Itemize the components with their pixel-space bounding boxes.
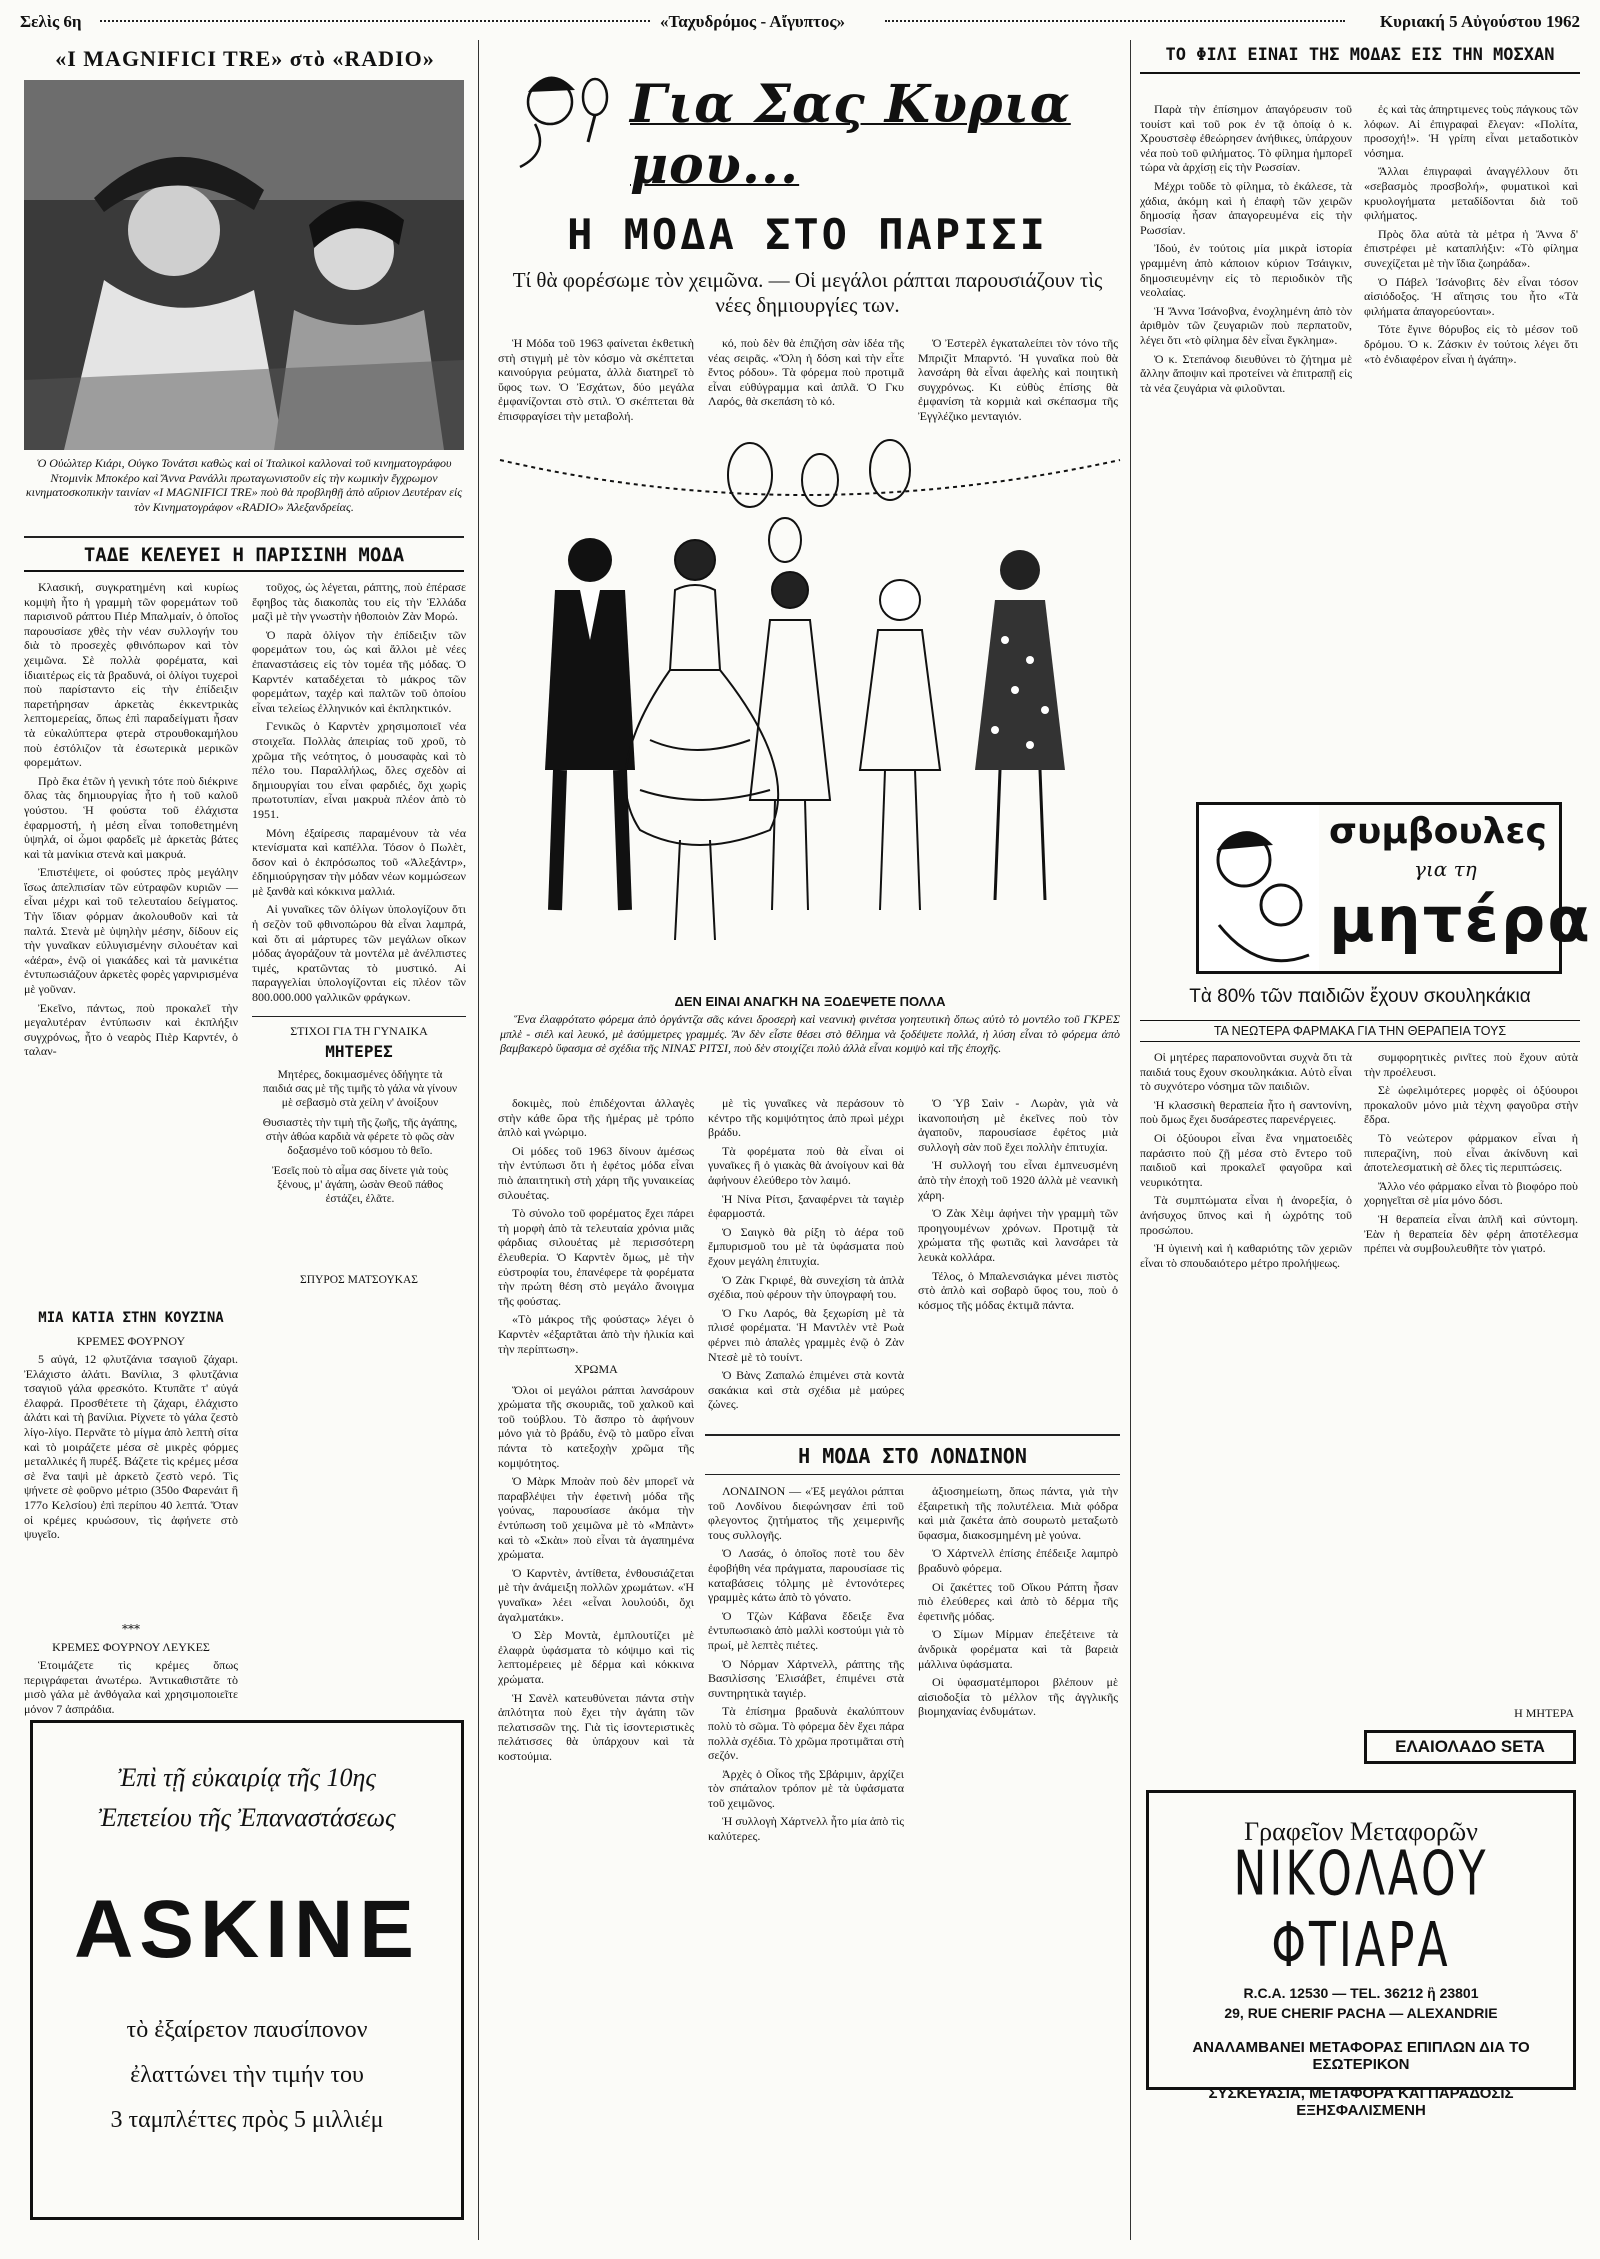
paragraph: Ὁ Τζὼν Κάβανα ἔδειξε ἕνα ἐντυπωσιακὸ ἀπὸ μαλλὶ κοστούμι γιὰ τὸ πρωί, μὲ λεπτὲς πιέτες. bbox=[708, 1608, 904, 1652]
main-headline: Η ΜΟΔΑ ΣΤΟ ΠΑΡΙΣΙ bbox=[567, 210, 1048, 259]
advice-title: συμβουλες bbox=[1329, 811, 1547, 852]
paragraph: Ὁ Καρντὲν, ἀντίθετα, ἐνθουσιάζεται μὲ τὴν ἀνάμειξη πολλῶν χρωμάτων. «Ἡ γυναῖκα» λέει «εἶναι λουλούδι, ὄχι ἀγαλματάκι». bbox=[498, 1565, 694, 1624]
paragraph: Ὁ Ἐστερὲλ ἐγκαταλείπει τὸν τόνο τῆς Μπριζὶτ Μπαρντό. Ἡ γυναῖκα ποὺ θὰ λανσάρη θὰ εἶναι ἀφελὴς καὶ ποιητικὴ συγχρόνως. Κι εὐθὺς ἐπίσης θὰ ἐμφανίση τὰ κορμιὰ καὶ σκέπασμα τῆς Ἐγγλέζικο μενταγιόν. bbox=[918, 336, 1118, 423]
paragraph: Ὁ Ὑβ Σαὶν - Λωρὰν, γιὰ νὰ ἱκανοποιήση μὲ ἐκεῖνες ποὺ τὸν ἀγαποῦν, παρουσίασε ἐφέτος μιὰ συλλογὴ σὰν ποῦ ἔχει πολλὴν ἐπιτυχία. bbox=[918, 1096, 1118, 1154]
paragraph: Ἡ συλλογὴ Χάρτνελλ ἦτο μία ἀπὸ τὶς καλύτερες. bbox=[708, 1814, 904, 1844]
worms-author: Η ΜΗΤΕΡΑ bbox=[1514, 1706, 1574, 1720]
advice-title-large: μητέρα bbox=[1329, 883, 1592, 956]
transport-service: ΣΥΣΚΕΥΑΣΙΑ, ΜΕΤΑΦΟΡΑ ΚΑΙ ΠΑΡΑΔΟΣΙΣ ΕΞΗΣΦΑΛΙΣΜΕΝΗ bbox=[1208, 2085, 1514, 2119]
intro-col3 bbox=[918, 336, 1118, 440]
poem-stanza: Θυσιαστὲς τὴν τιμὴ τῆς ζωῆς, τῆς ἀγάπης, στὴν ἀθώα καρδιὰ νὰ φέρετε τὸ φῶς σὰν δοξασμένο τοῦ κόσμου τὸ θεῖο. bbox=[262, 1117, 458, 1157]
paragraph: Πρὸ ἔκα ἐτῶν ἡ γενικὴ τότε ποὺ διέκρινε ὅλας τὰς δημιουργίας ἦτο ἡ τοῦ καλοῦ γούστου. Ἡ φούστα τοῦ ἐλάχιστα ἐφαρμοστή, ἡ μέση εἶναι τοποθετημένη ὑψηλά, οἱ ὦμοι φαρδεῖς μὲ ἀρκετὰς βάτες καὶ τὰ μανίκια στενὰ καὶ μακρυά. bbox=[24, 773, 238, 861]
banner-title: Για Σας Κυρια μου... bbox=[630, 74, 1071, 196]
advice-title-small: για τη bbox=[1414, 857, 1477, 881]
paragraph: Ἐπιστέψετε, οἱ φούστες πρὸς μεγάλην ἴσως ἀπελπισίαν τῶν εὐτραφῶν κυριῶν — εἶναι μέχρι καὶ τοῦ τελευταίου δείγματος. Τὴν ἴδιαν φόρμαν ἀκολουθοῦν καὶ τὰ παλτά. Στενὰ μὲ ὑψηλὴν μέσην, δίδουν εἰς τὴν γυναῖκαν εὐλυγισμένην σιλουέταν καὶ «ἀέρα», ἐνῷ οἱ γιακάδες καὶ τὰ μανικέτια ἐντυπωσιάζουν ἀρκετὲς φορὲς γαρνιρισμένα μὲ γοῦναν. bbox=[24, 865, 238, 997]
page-header bbox=[20, 8, 1580, 36]
article-col1 bbox=[498, 1096, 694, 2236]
kiss-col1 bbox=[1140, 102, 1352, 712]
transport-contact: R.C.A. 12530 — TEL. 36212 ἢ 23801 bbox=[1243, 1985, 1479, 2001]
paragraph: Κλασική, συγκρατημένη καὶ κυρίως κομψὴ ἦτο ἡ γραμμὴ τῶν φορεμάτων τοῦ παρισινοῦ ράπτου Πιέρ Μπαλμαίν, ὁ ὁποῖος παρουσίασε χθὲς τὴν νέαν συλλογήν του διὰ τὸ προσεχὲς φθινόπωρον καὶ τὸν χειμῶνα. Σὲ πολλὰ φορέματα, καὶ ἰδιαιτέρως εἰς τὰ βραδυνά, οἱ ὀλίγοι τυχεροὶ ποὺ παρίσταντο εἰς τὴν ἐπίδειξιν παρετήρησαν ἀρκετὰς ἐκκεντρικὰς λεπτομερείας, ὅπως ἐπὶ παραδείγματι ἦσαν τὰ εὐκαλύπτερα φτερὰ στρουθοκαμήλου ποὺ ἐστόλιζον τὰ ἐσωτερικὰ μερικῶν φορεμάτων. bbox=[24, 580, 238, 770]
paragraph: Τέλος, ὁ Μπαλενσιάγκα μένει πιστὸς στὸ ἁπλὸ καὶ σοβαρὸ ὕφος του, ποὺ ὁ κόσμος τῆς μόδας ἐκτιμᾶ πάντα. bbox=[918, 1268, 1118, 1312]
paragraph: Ἡ Μόδα τοῦ 1963 φαίνεται ἐκθετικὴ στὴ στιγμὴ μὲ τὸν κόσμο νὰ σκέπτεται καινούργια ρεύματα, ἀλλὰ διατηρεῖ τὸ ὕφος των. Ὁ Ἐσχάτων, δύο μεγάλα ἐμφανίζονται στὸ στιλ. Ὁ σκέπτεται θὰ ἐπισφραγίσει τὴν μεταβολή. bbox=[498, 336, 694, 423]
subheading-color: ΧΡΩΜΑ bbox=[574, 1362, 618, 1377]
intro-col1 bbox=[498, 336, 694, 440]
paragraph: δοκιμὲς, ποὺ ἐπιδέχονται ἀλλαγὲς στὴν κάθε ὥρα τῆς ἡμέρας μὲ τρόπο ἁπλὸ καὶ γνώριμο. bbox=[498, 1096, 694, 1140]
article-col3 bbox=[918, 1096, 1118, 1426]
paragraph: μὲ τὶς γυναῖκες νὰ περάσουν τὸ κέντρο τῆς κομψότητος ἀπὸ πρωὶ μέχρι βράδυ. bbox=[708, 1096, 904, 1140]
paragraph: Οἱ μητέρες παραπονοῦνται συχνὰ ὅτι τὰ παιδιά τους ἔχουν σκουληκάκια. Αὐτὸ εἶναι τὸ συχνότερο νόσημα τῶν παιδιῶν. bbox=[1140, 1050, 1352, 1094]
page-number: Σελὶς 6η bbox=[20, 12, 82, 31]
paragraph: Ὁ παρὰ ὀλίγον τὴν ἐπίδειξιν τῶν φορεμάτων του, ὡς καὶ ἄλλοι μὲ νέες ἐπαναστάσεις εἰς τὸν τομέα τῆς μόδας. Ὁ Καρντέν καταδέχεται τὸ μάκρος τῶν φορεμάτων, ταχέρ καὶ παλτῶν τοῦ ὁποίου εἶναι τελείως ἐλληνικόν καὶ ἐκπληκτικόν. bbox=[252, 627, 466, 715]
fashion-article-col1 bbox=[24, 580, 238, 1300]
paragraph: Ἑτοιμάζετε τὶς κρέμες ὅπως περιγράφεται ἀνωτέρω. Ἀντικαθιστᾶτε τὸ μισὸ γάλα μὲ ἀνθόγαλα καὶ χρησιμοποιεῖτε μόνον 7 ἀσπράδια. bbox=[24, 1658, 238, 1716]
recipe1-title: ΚΡΕΜΕΣ ΦΟΥΡΝΟΥ bbox=[76, 1334, 186, 1348]
paragraph: Οἱ μόδες τοῦ 1963 δίνουν ἀμέσως τὴν ἐντύπωσι ὅτι ἡ ἐφέτος μόδα εἶναι πιὸ ἀπαιτητικὴ στὴ χάρη τῆς γυναικείας σιλουέτας. bbox=[498, 1143, 694, 1202]
paragraph: Ὁ Νόρμαν Χάρτνελλ, ράπτης τῆς Βασιλίσσης Ἐλισάβετ, ἐπιμένει στὰ συντηρητικὰ ταγιέρ. bbox=[708, 1656, 904, 1700]
paragraph: Τὸ σύνολο τοῦ φορέματος ἔχει πάρει τὴ μορφὴ ἀπὸ τὰ τελευταία χρόνια μιᾶς φάρδιας σιλουέτας μὲ περισσότερη ἐλευθερία. Ὁ Καρντὲν ὅμως, μὲ τὴν εὐστροφία του, ἐπανέφερε τὰ φορέματα τὴν πρώτη θέση στὸ μεγάλο ἄνοιγμα τῆς φούστας. bbox=[498, 1206, 694, 1308]
transport-advertisement bbox=[1146, 1790, 1576, 2119]
section-divider bbox=[705, 1434, 1120, 1436]
paragraph: Οἱ ὑφασματέμποροι βλέπουν μὲ αἰσιοδοξία τὸ μέλλον τῆς ἀγγλικῆς βιομηχανίας ἐνδυμάτων. bbox=[918, 1675, 1118, 1719]
paragraph: Ὁ Χάρτνελλ ἐπίσης ἐπέδειξε λαμπρὸ βραδυνὸ φόρεμα. bbox=[918, 1546, 1118, 1575]
poem-author: ΣΠΥΡΟΣ ΜΑΤΣΟΥΚΑΣ bbox=[300, 1274, 418, 1286]
banner bbox=[500, 62, 1120, 196]
paragraph: Πρὸς ὅλα αὐτὰ τὰ μέτρα ἡ Ἄννα δ' ἐπιστρέφει μὲ καταπλήξιν: «Τὸ φίλημα συνεχίζεται μὲ τὴν ἴδια ζωηράδα». bbox=[1364, 226, 1578, 270]
fashion-article-col2 bbox=[252, 580, 466, 1010]
recipe1-text bbox=[24, 1352, 238, 1612]
paragraph: Οἱ ὀξύουροι εἶναι ἕνα νηματοειδὲς παράσιτο ποὺ ζῇ μέσα στὸ ἔντερο τοῦ παιδιοῦ καὶ προκαλεῖ φαγοῦρα καὶ νευρικότητα. bbox=[1140, 1130, 1352, 1189]
paragraph: Ὁ Γκυ Λαρός, θὰ ξεχωρίση μὲ τὰ πλισέ φορέματα. Ἡ Μαντλὲν ντὲ Ρωὰ φέρνει πιὸ ἀπαλὲς γραμμὲς ἐνῷ ὁ Ζὰν Ντεσὲ μὲ τὸ τουίντ. bbox=[708, 1305, 904, 1364]
paragraph: Τὰ ἐπίσημα βραδυνὰ ἐκαλύπτουν πολὺ τὸ σῶμα. Τὸ φόρεμα δὲν ἔχει πάρα πολλὰ σχέδια. Τὸ χρῶμα προτιμᾶται στὴ σεζόν. bbox=[708, 1704, 904, 1763]
worms-subheadline: ΤΑ ΝΕΩΤΕΡΑ ΦΑΡΜΑΚΑ ΓΙΑ ΤΗΝ ΘΕΡΑΠΕΙΑ ΤΟΥΣ bbox=[1140, 1020, 1580, 1042]
poem-stanza: Μητέρες, δοκιμασμένες ὁδήγητε τὰ παιδιά σας μὲ τῆς τιμῆς τὸ γάλα νὰ γίνουν μὲ σεβασμὸ στὰ χείλη ν' ἀνοίξουν bbox=[262, 1069, 458, 1109]
paragraph: Παρὰ τὴν ἐπίσημον ἀπαγόρευσιν τοῦ τουίστ καὶ τοῦ ροκ ἐν τᾷ ὁποίᾳ ὁ κ. Χρουστσὲφ ἐθεώρησεν ἀνήθικες, ὑπάρχουν νέα ποὺ τοῦ φιλήματος. Τὸ φίλημα ἠμπορεῖ τώρα νὰ ἀρχίσῃ εἰς τὴν Ρωσσίαν. bbox=[1140, 102, 1352, 175]
paragraph: τοῦχος, ὡς λέγεται, ράπτης, ποὺ ἐπέρασε ἔφηβος τὰς διακοπὰς του εἰς τὴν Ἑλλάδα μαζὶ μὲ τὴν γνωστὴν ἡθοποιὸν Ζὰν Μορώ. bbox=[252, 580, 466, 624]
paragraph: Τότε ἔγινε θόρυβος εἰς τὸ μέσον τοῦ δρόμου. Ὁ κ. Ζάσκιν ἐν τούτοις λέγει ὅτι «τὸ ἐνδιαφέρον εἶναι ἡ ἀγάπη». bbox=[1364, 322, 1578, 366]
ad-line: τὸ ἐξαίρετον παυσίπονον bbox=[126, 2017, 368, 2043]
paragraph: «Τὸ μάκρος τῆς φούστας» λέγει ὁ Καρντὲν «ἐξαρτᾶται ἀπὸ τὴν ἡλικία καὶ τὴν περίπτωση». bbox=[498, 1312, 694, 1356]
poem-stanza: Ἐσεῖς ποὺ τὸ αἷμα σας δίνετε γιὰ τοὺς ξένους, μ' ἀγάπη, ὡσὰν Θεοῦ πάθος ἐστάζει, ἐλᾶτε. bbox=[272, 1165, 448, 1205]
paragraph: Ὁ Λασάς, ὁ ὁποῖος ποτὲ του δὲν ἐφοβήθη νέα πράγματα, παρουσίασε τὶς καταβάσεις τόλμης μὲ ἐντονότερες γραμμὲς κάτω ἀπὸ τὸ γόνατο. bbox=[708, 1546, 904, 1605]
ad-line: Ἐπὶ τῇ εὐκαιρίᾳ τῆς 10ης bbox=[118, 1763, 376, 1792]
poem-title: ΜΗΤΕΡΕΣ bbox=[325, 1042, 393, 1061]
section-divider bbox=[252, 1016, 466, 1017]
paragraph: Ὁ Ζὰκ Χὲιμ ἀφήνει τὴν γραμμὴ τῶν προηγουμένων χρόνων. Προτιμᾷ τὰ χρώματα τῆς φωτιᾶς καὶ λανσάρει τὰ λευκὰ κολλάρα. bbox=[918, 1206, 1118, 1264]
paragraph: Ἡ κλασσικὴ θεραπεία ἦτο ἡ σαντονίνη, ποὺ ὅμως ἔχει δυσάρεστες παρενέργειες. bbox=[1140, 1097, 1352, 1127]
fashion-headline: ΤΑΔΕ ΚΕΛΕΥΕΙ Η ΠΑΡΙΣΙΝΗ ΜΟΔΑ bbox=[24, 544, 464, 572]
article-col2 bbox=[708, 1096, 904, 1426]
paragraph: Ἄλλο νέο φάρμακο εἶναι τὸ βιοφόρο ποὺ χορηγεῖται σὲ μία μόνο δόσι. bbox=[1364, 1178, 1578, 1208]
mother-child-icon bbox=[1199, 805, 1319, 971]
worms-col2 bbox=[1364, 1050, 1578, 1700]
movie-still-image bbox=[24, 80, 464, 450]
ad-line: 3 ταμπλέττες πρὸς 5 μιλλιέμ bbox=[110, 2107, 384, 2133]
issue-date: Κυριακή 5 Αὐγούστου 1962 bbox=[1379, 12, 1580, 31]
worms-col1 bbox=[1140, 1050, 1352, 1750]
recipe2-text bbox=[24, 1658, 238, 1716]
recipe2-title: ΚΡΕΜΕΣ ΦΟΥΡΝΟΥ ΛΕΥΚΕΣ bbox=[52, 1640, 210, 1654]
paragraph: Οἱ ζακέττες τοῦ Οἴκου Ράπτη ἦσαν πιὸ ἐλεύθερες καὶ ἀπὸ τὸ δέρμα τῆς ἐφετινῆς μόδας. bbox=[918, 1579, 1118, 1623]
paragraph: Ἰδού, ἐν τούτοις μία μικρὰ ἱστορία γραμμένη ἀπὸ κάποιον κύριον Τσάιγκιν, δημοσιευμένην εἰς τὸ περιοδικὸν τῆς νεολαίας. bbox=[1140, 241, 1352, 300]
transport-office: Γραφεῖον Μεταφορῶν bbox=[1244, 1817, 1478, 1846]
paragraph: Τὸ νεώτερον φάρμακον εἶναι ἡ πιπεραζίνη, ποὺ εἶναι ἀκίνδυνη καὶ ἀποτελεσματικὴ σὲ ὅλες τὶς περιπτώσεις. bbox=[1364, 1130, 1578, 1175]
london-headline: Η ΜΟΔΑ ΣΤΟ ΛΟΝΔΙΝΟΝ bbox=[798, 1444, 1027, 1468]
paragraph: Ἡ συλλογή του εἶναι ἐμπνευσμένη ἀπὸ τὴν ἐποχὴ τοῦ 1920 ἀλλὰ μὲ νεανικὴ χάρη. bbox=[918, 1158, 1118, 1202]
paragraph: Ἡ Νίνα Ρίτσι, ξαναφέρνει τὰ ταγιὲρ ἐφαρμοστά. bbox=[708, 1191, 904, 1221]
intro-col2 bbox=[708, 336, 904, 440]
paragraph: Τὰ συμπτώματα εἶναι ἡ ἀνορεξία, ὁ ἀνήσυχος ὕπνος καὶ ἡ ὠχρότης τοῦ προσώπου. bbox=[1140, 1193, 1352, 1237]
paragraph: Ἡ θεραπεία εἶναι ἁπλῆ καὶ σύντομη. Ἐὰν ἡ θεραπεία δὲν φέρη ἀποτέλεσμα πρέπει νὰ συμβουλευθῆτε τὸν γιατρό. bbox=[1364, 1211, 1578, 1256]
paragraph: Ἡ ὑγιεινὴ καὶ ἡ καθαριότης τῶν χεριῶν εἶναι τὸ σπουδαιότερο μέτρο προλήψεως. bbox=[1140, 1241, 1352, 1270]
paragraph: Ἀρχὲς ὁ Οἶκος τῆς Σβάριμιν, ἀρχίζει τὸν σπάταλον τρόπον μὲ τὰ ὑφάσματα τοῦ χειμῶνος. bbox=[708, 1766, 904, 1810]
paragraph: ἀξιοσημείωτη, ὅπως πάντα, γιὰ τὴν ἐξαιρετικὴ τῆς πολυτέλεια. Μιὰ φόδρα καὶ μιὰ ζακέτα ἀπὸ σουρωτὸ μεταξωτὸ ὕφασμα, διακοσμημένη μὲ γούνα. bbox=[918, 1484, 1118, 1542]
paragraph: Ὁ κ. Στεπάνοφ διευθύνει τὸ ζήτημα μὲ ἄλλην ἄποψιν καὶ προτείνει νὰ ἐπιτραπῇ εἰς τὰ νέα ζευγάρια νὰ φιλοῦνται. bbox=[1140, 351, 1352, 395]
paragraph: Σὲ ὠφελιμότερες μορφὲς οἱ ὀξύουροι προκαλοῦν μόνο μιὰ τὲχνη φαγοῦρα στὴν ἔδρα. bbox=[1364, 1083, 1578, 1127]
separator-stars: *** bbox=[122, 1622, 140, 1636]
paragraph: Ὁ Μὰρκ Μποὰν ποὺ δὲν μπορεῖ νὰ παραβλέψει τὴν ἐφετινὴ μόδα τῆς γούνας, παρουσίασε ἀκόμα τὴν ἐντύπωση τοῦ χειμῶνα μὲ τὸ «Μπὰντ» καὶ τὸ «Σκὰι» ποὺ εἶναι τὰ ἀγαπημένα χρώματα. bbox=[498, 1474, 694, 1562]
ad-line: ἐλαττώνει τὴν τιμήν του bbox=[130, 2062, 364, 2088]
paragraph: Ἕνα ἐλαφρότατο φόρεμα ἀπὸ ὀργάντζα σᾶς κάνει δροσερὴ καὶ νεανικὴ φινέτσα γοητευτικὴ ὅπως αὐτὸ τὸ μοντέλο τοῦ ΓΚΡΕΣ μπλὲ - σιέλ καὶ λευκό, μὲ ἀσύμμετρες γραμμές. Ἂν δὲν εἶστε θέσει στὸ θέλημα νὰ ξοδέψετε πολλά, ἡ λύση εἶναι τὸ φόρεμα ἀπὸ βαμβακερὸ ὕφασμα σὲ σχέδια τῆς ΝΙΝΑΣ ΡΙΤΣΙ, ποὺ δὲν στοιχίζει πολὺ ἀλλὰ εἶναι κομψὸ καὶ τῆς ἐποχῆς. bbox=[500, 1012, 1120, 1056]
column-rule bbox=[1130, 40, 1131, 2240]
transport-address: 29, RUE CHERIF PACHA — ALEXANDRIE bbox=[1224, 2005, 1498, 2021]
london-col2 bbox=[918, 1484, 1118, 2236]
transport-company-name: ΝΙΚΟΛΑΟΥ ΦΤΙΑΡΑ bbox=[1233, 1838, 1489, 1982]
paragraph: Ὁ Ζὰκ Γκριφέ, θὰ συνεχίση τὰ ἁπλὰ σχέδια, ποὺ φέρουν τὴν ὑπογραφή του. bbox=[708, 1272, 904, 1302]
paragraph: Ὁ Σὲρ Μοντὰ, ἐμπλουτίζει μὲ ἐλαφρὰ ὑφάσματα τὸ κόψιμο καὶ τὶς λεπτομέρειες μὲ δέρμα καὶ κόκκινα χρώματα. bbox=[498, 1628, 694, 1686]
newspaper-name: «Ταχυδρόμος - Αἴγυπτος» bbox=[660, 12, 846, 31]
paragraph: Ὁ Σαιγκὸ θὰ ρίξη τὸ ἀέρα τοῦ ἔμπυρισμοῦ του μὲ τὰ ὑφάσματα ποὺ ἔχουν μεγάλη ἐπιτυχία. bbox=[708, 1224, 904, 1268]
fashion-illustration bbox=[500, 440, 1120, 990]
paragraph: Γενικῶς ὁ Καρντὲν χρησιμοποιεῖ νέα στοιχεῖα. Πολλὰς ἀπειρίας τοῦ χροῦ, τὸ χρῶμα τῆς νεότητος, ὁ μουσαφὰς καὶ τὸ πέλο του. Παραλλήλως, ὅλες σχεδὸν αἱ δημιουργίαι του εἶναι φαρδιές, ὅχι χωρὶς πρωτοτυπίαν, εἶναι μακρυὰ πλέον ἀπὸ τὸ 1951. bbox=[252, 719, 466, 821]
paragraph: Ὁ Σίμων Μίρμαν ἐπεξέτεινε τὰ ἀνδρικὰ φορέματα καὶ τὰ βαρειὰ μάλλινα ὑφάσματα. bbox=[918, 1627, 1118, 1671]
london-col1 bbox=[708, 1484, 904, 2236]
mother-advice-box bbox=[1196, 802, 1592, 974]
paragraph: Ἐκεῖνο, πάντως, ποὺ προκαλεῖ τὴν μεγαλυτέραν ἐντύπωσιν καὶ ἐκπλήξιν συγχρόνως, ἦτο ὁ νεαρὸς Πιὲρ Καρντέν, ὁ ταλαν- bbox=[24, 1000, 238, 1059]
askine-advertisement bbox=[30, 1720, 464, 2220]
illustration-caption-title: ΔΕΝ ΕΙΝΑΙ ΑΝΑΓΚΗ ΝΑ ΞΟΔΕΨΕΤΕ ΠΟΛΛΑ bbox=[674, 994, 946, 1009]
paragraph: κό, ποὺ δὲν θὰ ἐπιζήση σὰν ἰδέα τῆς νέας σειρᾶς. «Ὅλη ἡ δόση καὶ τὴν εἶτε ἔντος ρόδου». Τὰ φόρεμα ποὺ προτιμᾶ εἶναι εὐθύγραμμα καὶ ἁπλᾶ. Ὁ Γκυ Λαρός, θὰ σκεπάση τὸ κό. bbox=[708, 336, 904, 409]
movie-photo bbox=[24, 80, 464, 450]
poem-body bbox=[262, 1068, 458, 1212]
column-rule bbox=[478, 40, 479, 2240]
paragraph: Αἱ γυναῖκες τῶν ὀλίγων ὑπολογίζουν ὅτι ἡ σεζὸν τοῦ φθινοπώρου θὰ εἶναι λαμπρά, καὶ ὅτι αἱ μάρτυρες τῶν μεγάλων οἴκων μόδας ἀγοράζουν τὰ μοντέλα μὲ ἀνέλπιστες τιμές, κρατῶντας τὸ μυστικό. Αἱ παραγγελίαι ὑπολογίζονται εἰς πλέον τῶν 800.000.000 γαλλικῶν φράγκων. bbox=[252, 902, 466, 1005]
ad-brand: ASKINE bbox=[74, 1884, 420, 1975]
transport-service: ΑΝΑΛΑΜΒΑΝΕΙ ΜΕΤΑΦΟΡΑΣ ΕΠΙΠΛΩΝ ΔΙΑ ΤΟ ΕΣΩΤΕΡΙΚΟΝ bbox=[1192, 2039, 1530, 2073]
paragraph: ἐς καὶ τὰς ἀπηρτιμενες τοὺς πάγκους τῶν λόφων. Αἱ ἐπιγραφαὶ ἔλεγαν: «Πολίτα, προσοχή!». Ἡ γρίπη εἶναι μεταδοτικὸν νόσημα. bbox=[1364, 102, 1578, 160]
section-divider bbox=[705, 1474, 1120, 1475]
paragraph: Ἡ Ἄννα Ἰσάνοβνα, ἐνοχλημένη ἀπὸ τὸν ἀριθμὸν τῶν ζευγαριῶν ποὺ περπατοῦν, λέγει ὅτι «τὸ φίλημα δὲν εἶναι ἔγκλημα». bbox=[1140, 303, 1352, 347]
paragraph: 5 αὐγά, 12 φλυτζάνια τσαγιοῦ ζάχαρι. Ἐλάχιστο ἁλάτι. Βανίλια, 3 φλυτζάνια τσαγιοῦ γάλα φρεσκότο. Κτυπᾶτε τ' αὐγά ἐλαφρά. Προσθέτετε τὴ ζάχαρι, ἐλάχιστο ἁλάτι καὶ τὴ βανίλια. Ρίχνετε τὸ γάλα ζεστὸ λίγο-λίγο. Περνᾶτε τὸ μίγμα ἀπὸ λεπτὴ σίτα καὶ τὸ μοιράζετε μέσα σὲ μικρὲς φόρμες μεταλλικές ἢ πυρέξ. Βάζετε τὶς κρέμες μέσα σὲ ἕνα ταψὶ μὲ ἀρκετὸ ζεστὸ νερό. Τὶς ψήνετε σὲ φοῦρνο μέτριο (350ο Φαρενάιτ ἢ 177ο Κελσίου) ἐπὶ περίπου 40 λεπτά. Ὅταν οἱ κρέμες κρυώσουν, τὶς ἀφήνετε στὸ ψυγεῖο. bbox=[24, 1352, 238, 1542]
header-divider bbox=[100, 20, 650, 22]
paragraph: Ὁ Βὰνς Ζαπαλώ ἐπιμένει στὰ κοντὰ σακάκια καὶ στὰ σχέδια μὲ μαύρες ζώνες. bbox=[708, 1368, 904, 1412]
kiss-headline: ΤΟ ΦΙΛΙ ΕΙΝΑΙ ΤΗΣ ΜΟΔΑΣ ΕΙΣ ΤΗΝ ΜΟΣΧΑΝ bbox=[1140, 44, 1580, 74]
cinema-headline: «I MAGNIFICI TRE» στὸ «RADIO» bbox=[55, 46, 435, 71]
ad-line: Ἐπετείου τῆς Ἐπαναστάσεως bbox=[98, 1803, 396, 1832]
paragraph: ΛΟΝΔΙΝΟΝ — «Ἐξ μεγάλοι ράπται τοῦ Λονδίνου διεφώνησαν ἐπὶ τοῦ φλεγοντος ζητήματος τῆς χειμερινῆς τους συλλογῆς. bbox=[708, 1484, 904, 1542]
paragraph: Ὅλοι οἱ μεγάλοι ράπται λανσάρουν χρώματα τῆς σκουριᾶς, τοῦ χαλκοῦ καὶ τοῦ τούβλου. Τὸ ἄσπρο τὸ ἀφήνουν μόνο γιὰ τὸ βράδυ, ἐνῷ τὸ μαῦρο εἶναι πάντα τὸ κατεξοχὴν χρῶμα τῆς κομψότητος. bbox=[498, 1382, 694, 1470]
kiss-col2 bbox=[1364, 102, 1578, 712]
fashion-sketch-image bbox=[500, 440, 1120, 990]
section-divider bbox=[24, 536, 464, 538]
paragraph: Τὰ φορέματα ποὺ θὰ εἶναι οἱ γυναῖκες ἢ ὁ γιακὰς θὰ ἀνοίγουν καὶ θὰ ἀφήνουν ἐλεύθερο τὸν λαιμό. bbox=[708, 1143, 904, 1187]
main-subtitle: Τί θὰ φορέσωμε τὸν χειμῶνα. — Οἱ μεγάλοι ράπται παρουσιάζουν τὶς νέες δημιουργίες των. bbox=[512, 268, 1103, 317]
paragraph: Ἄλλαι ἐπιγραφαὶ ἀναγγέλλουν ὅτι «σεβασμὸς προσβολή», φυματικοὶ καὶ κρυολογήματα μεταδίδονται διὰ τοῦ φιλήματος. bbox=[1364, 164, 1578, 223]
woman-with-mirror-icon bbox=[500, 62, 620, 172]
poem-section-title: ΣΤΙΧΟΙ ΓΙΑ ΤΗ ΓΥΝΑΙΚΑ bbox=[290, 1024, 428, 1038]
paragraph: Μέχρι τοῦδε τὸ φίλημα, τὸ ἐκάλεσε, τὰ χάδια, ἀκόμη καὶ ἡ ἐπαφὴ τῶν χειρῶν δημοσίᾳ ἦσαν ἀπαγορευμένα εἰς τὴν Ρωσσίαν. bbox=[1140, 178, 1352, 237]
paragraph: συμφορητικὲς ρινῖτες ποὺ ἔχουν αὐτὰ τὴν προέλευσι. bbox=[1364, 1050, 1578, 1079]
movie-photo-caption: Ὁ Οὐώλτερ Κιάρι, Οὐγκο Τονάτσι καθὼς καὶ οἱ Ἰταλικοὶ καλλοναὶ τοῦ κινηματογράφου Ντομινὶκ Μποκέρο καὶ Ἄννα Ρανάλλι πρωταγωνιστοῦν εἰς τὴν κωμικὴν ἔγχρωμον κινηματοσκοπικὴν ταινίαν «I MAGNIFICI TRE» ποὺ θὰ προβληθῇ ἀπὸ αὔριον Δευτέραν εἰς τὸν Κινηματογράφον «RADIO» Ἀλεξανδρείας. bbox=[25, 456, 463, 514]
paragraph: Ἡ Σανὲλ κατευθύνεται πάντα στὴν ἁπλότητα ποὺ ἔχει τὴν ἀγάπη τῶν πελατισσῶν της. Γιὰ τὶς ἰσοντεριστικὲς πελάτισσες θὰ ὑπάρχουν καὶ τὰ κοστούμια. bbox=[498, 1690, 694, 1763]
recipe-section-title: ΜΙΑ ΚΑΤΙΑ ΣΤΗΝ ΚΟΥΖΙΝΑ bbox=[38, 1310, 224, 1326]
header-divider bbox=[885, 20, 1345, 22]
worms-headline: Τὰ 80% τῶν παιδιῶν ἔχουν σκουληκάκια bbox=[1189, 986, 1531, 1007]
illustration-caption bbox=[500, 1012, 1120, 1088]
paragraph: Ὁ Πάβελ Ἰσάνοβιτς δὲν εἶναι τόσον αἰσιόδοξος. Ἡ αἴτησις του ἦτο «Τὰ φιλήματα ἀπαγορεύονται». bbox=[1364, 274, 1578, 318]
olive-oil-ad: ΕΛΑΙΟΛΑΔΟ SETA bbox=[1364, 1730, 1576, 1764]
paragraph: Μόνη ἐξαίρεσις παραμένουν τὰ νέα κτενίσματα καὶ καπέλλα. Τόσον ὁ Πωλὲτ, ὅσον καὶ ὁ ἐκπρόσωπος τοῦ «Ἀλεξάντρ», ἐδημιούργησαν τὴν μόδαν νέων κομμώσεων μὲ ξανθὰ καὶ κόκκινα μαλλιά. bbox=[252, 825, 466, 898]
